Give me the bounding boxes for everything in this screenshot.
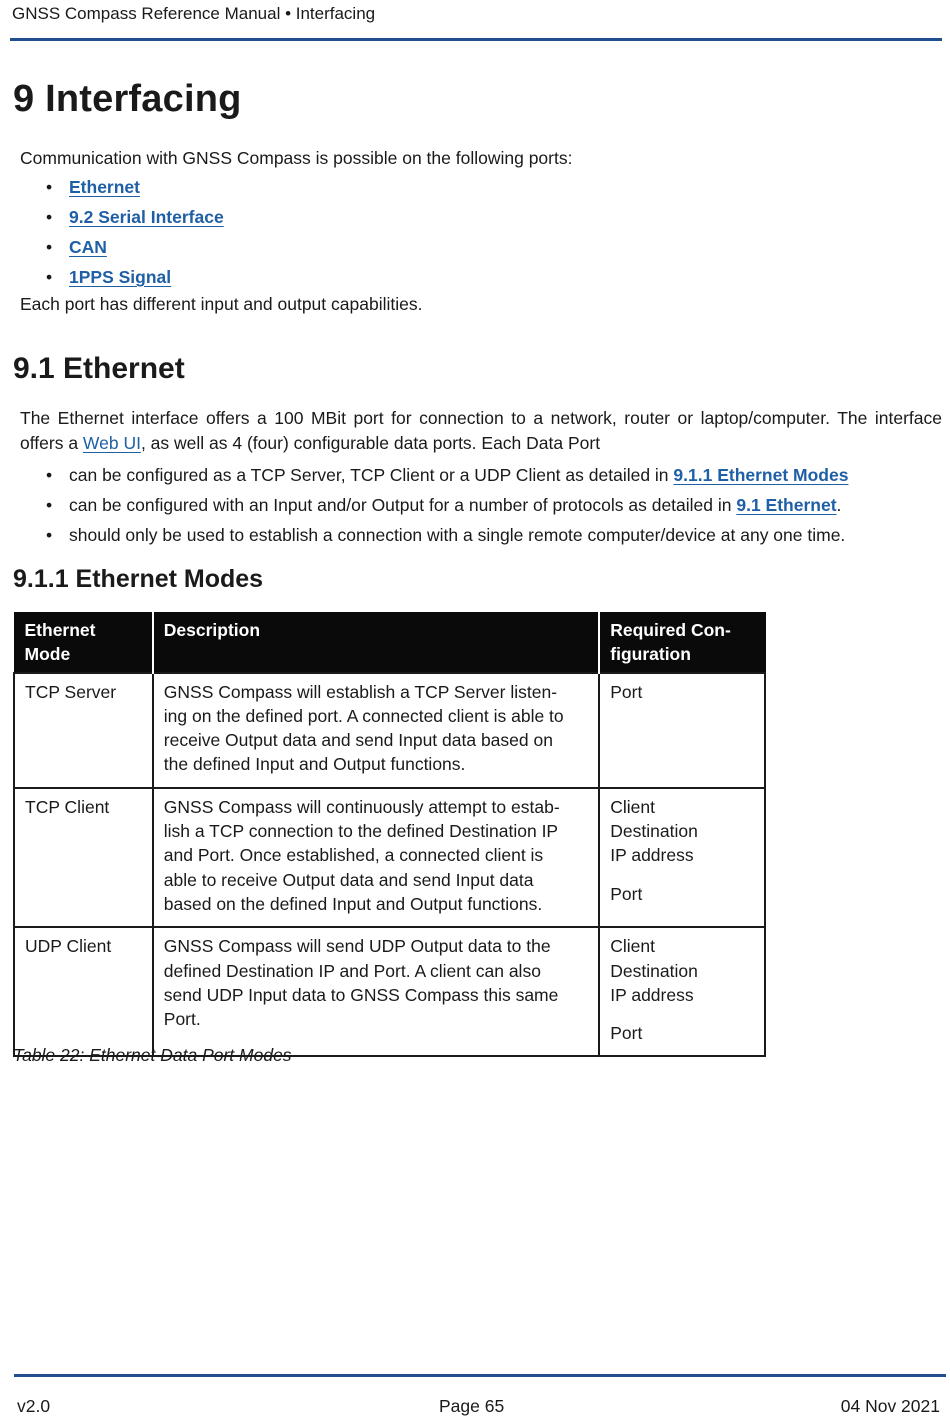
port-list bbox=[20, 172, 572, 292]
link-web-ui[interactable]: Web UI bbox=[82, 432, 141, 453]
header-text: Ethernet bbox=[24, 620, 96, 640]
config-line: Port bbox=[610, 681, 643, 702]
config-line: Port bbox=[610, 883, 643, 904]
link-ethernet-modes[interactable]: 9.1.1 Ethernet Modes bbox=[673, 465, 849, 485]
intro-text: Communication with GNSS Compass is possible on the following ports: bbox=[20, 148, 573, 168]
list-item-text: can be configured with an Input and/or Output for a number of protocols as detailed in bbox=[69, 495, 737, 515]
config-line: Client bbox=[610, 936, 655, 957]
config-line: Port bbox=[610, 1023, 643, 1044]
ethernet-paragraph bbox=[20, 406, 942, 455]
list-item bbox=[0, 520, 942, 550]
cell-mode: TCP Server bbox=[14, 673, 153, 788]
footer-version: v2.0 bbox=[17, 1396, 51, 1416]
paragraph-text: The Ethernet interface offers a 100 MBit port for connection to a network, router or laptop/computer. The interface offers a bbox=[20, 408, 942, 453]
cell-description bbox=[153, 673, 599, 788]
header-text: Required Con- bbox=[610, 620, 731, 640]
cell-description bbox=[153, 927, 599, 1056]
footer-rule bbox=[14, 1374, 946, 1377]
description-line: Port. bbox=[163, 1009, 201, 1030]
description-line: and Port. Once established, a connected client is bbox=[163, 845, 544, 866]
table-caption: Table 22: Ethernet Data Port Modes bbox=[13, 1045, 292, 1065]
ethernet-modes-table bbox=[13, 612, 766, 1057]
intro-outro: Each port has different input and output capabilities. bbox=[20, 294, 423, 314]
config-line: IP address bbox=[610, 845, 694, 866]
header-text: figuration bbox=[610, 644, 691, 665]
list-item bbox=[20, 172, 572, 202]
description-line: the defined Input and Output functions. bbox=[163, 754, 466, 775]
section-title-ethernet: 9.1 Ethernet bbox=[13, 352, 185, 385]
header-text: Description bbox=[163, 620, 261, 640]
cell-mode: TCP Client bbox=[14, 788, 153, 927]
column-header-description bbox=[153, 613, 599, 673]
bullet-icon: • bbox=[46, 525, 53, 545]
link-can[interactable]: CAN bbox=[69, 237, 107, 257]
list-item-text: . bbox=[836, 495, 842, 515]
list-item-text: can be configured as a TCP Server, TCP Client or a UDP Client as detailed in bbox=[69, 465, 674, 485]
bullet-icon: • bbox=[46, 465, 53, 485]
list-item bbox=[20, 232, 572, 262]
description-line: GNSS Compass will send UDP Output data to the bbox=[163, 936, 551, 957]
column-header-required-config bbox=[599, 613, 765, 673]
config-line: Destination bbox=[610, 821, 698, 842]
description-line: based on the defined Input and Output functions. bbox=[163, 893, 543, 914]
bullet-icon: • bbox=[46, 177, 53, 197]
config-line: IP address bbox=[610, 984, 694, 1005]
chapter-title: 9 Interfacing bbox=[13, 78, 242, 120]
description-line: able to receive Output data and send Input data bbox=[163, 869, 534, 890]
description-line: send UDP Input data to GNSS Compass this same bbox=[163, 984, 559, 1005]
description-line: GNSS Compass will establish a TCP Server listen- bbox=[163, 681, 558, 702]
chapter-intro bbox=[20, 146, 572, 316]
list-item bbox=[20, 202, 572, 232]
running-header: GNSS Compass Reference Manual • Interfacing bbox=[12, 4, 376, 23]
footer-page-number: Page 65 bbox=[439, 1396, 505, 1416]
link-1pps-signal[interactable]: 1PPS Signal bbox=[69, 267, 172, 287]
config-line: Destination bbox=[610, 960, 698, 981]
ethernet-description bbox=[20, 406, 942, 550]
list-item bbox=[0, 460, 942, 490]
paragraph-text: , as well as 4 (four) configurable data ports. Each Data Port bbox=[140, 432, 601, 453]
description-line: ing on the defined port. A connected client is able to bbox=[163, 705, 564, 726]
config-line: Client bbox=[610, 796, 655, 817]
description-line: GNSS Compass will continuously attempt to estab- bbox=[163, 796, 560, 817]
description-line: lish a TCP connection to the defined Destination IP bbox=[163, 821, 559, 842]
list-item bbox=[0, 490, 942, 520]
column-header-mode bbox=[14, 613, 153, 673]
description-line: defined Destination IP and Port. A client can also bbox=[163, 960, 541, 981]
cell-description bbox=[153, 788, 599, 927]
link-serial-interface[interactable]: 9.2 Serial Interface bbox=[69, 207, 224, 227]
data-port-list bbox=[0, 460, 942, 550]
header-rule bbox=[10, 38, 942, 41]
list-item-text: should only be used to establish a connection with a single remote computer/device at any one time. bbox=[69, 525, 846, 545]
link-9-1-ethernet[interactable]: 9.1 Ethernet bbox=[736, 495, 837, 515]
table-row bbox=[14, 788, 765, 927]
description-line: receive Output data and send Input data based on bbox=[163, 730, 553, 751]
cell-mode: UDP Client bbox=[14, 927, 153, 1056]
bullet-icon: • bbox=[46, 495, 53, 515]
footer-date: 04 Nov 2021 bbox=[840, 1396, 940, 1416]
subsection-title-ethernet-modes: 9.1.1 Ethernet Modes bbox=[13, 565, 264, 593]
bullet-icon: • bbox=[46, 207, 53, 227]
header-text: Mode bbox=[24, 644, 71, 665]
table-row bbox=[14, 673, 765, 788]
list-item bbox=[20, 262, 572, 292]
link-ethernet[interactable]: Ethernet bbox=[69, 177, 140, 197]
bullet-icon: • bbox=[46, 267, 53, 287]
table-row bbox=[14, 927, 765, 1056]
cell-required-config bbox=[599, 673, 765, 788]
bullet-icon: • bbox=[46, 237, 53, 257]
cell-required-config bbox=[599, 788, 765, 927]
table-header-row bbox=[14, 613, 765, 673]
cell-required-config bbox=[599, 927, 765, 1056]
